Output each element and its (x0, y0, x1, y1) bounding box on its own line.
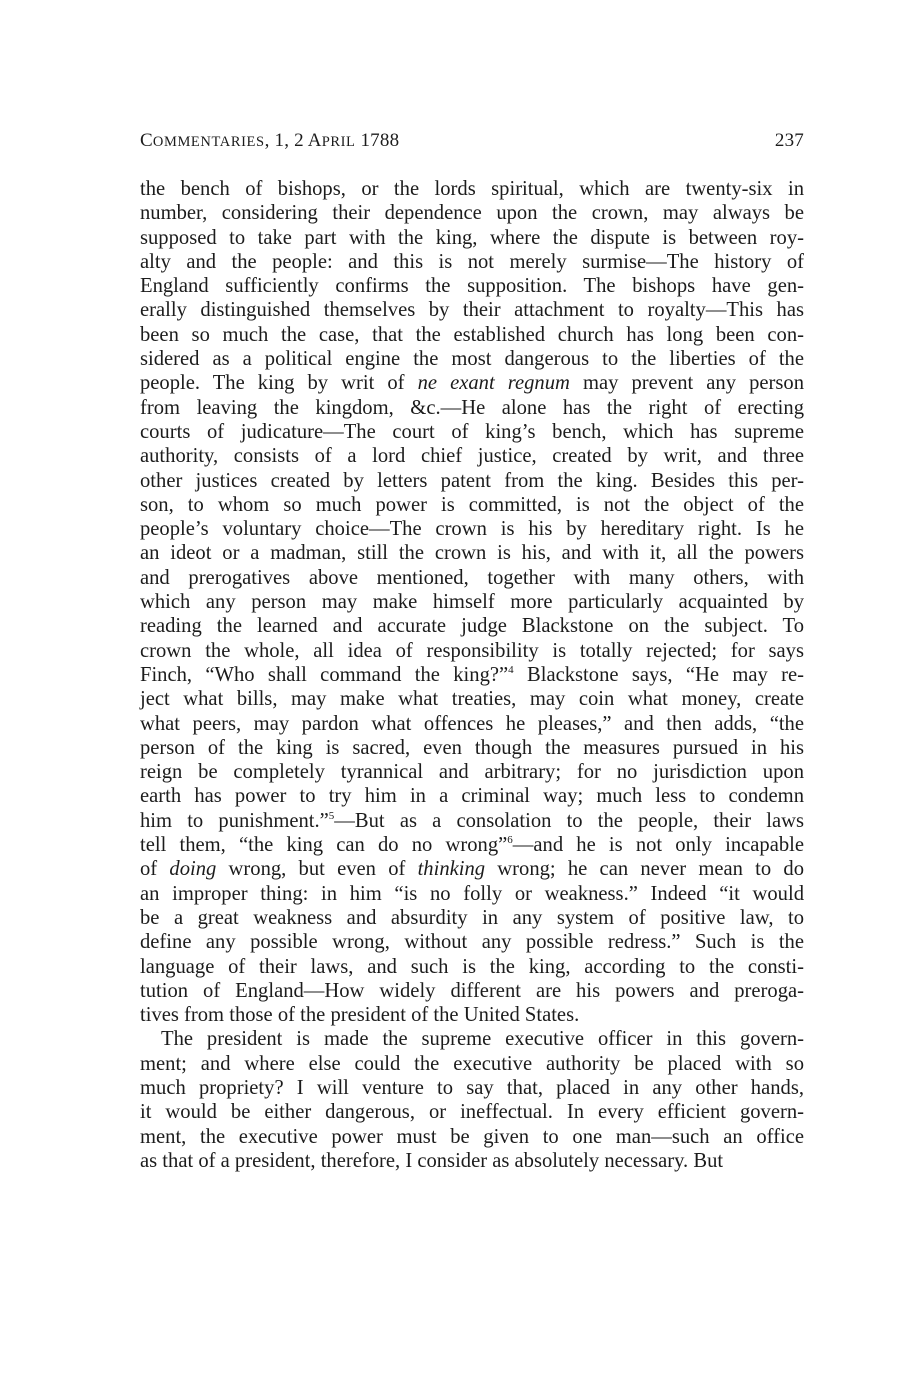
text-run: —and he is not only incapable (512, 834, 804, 857)
text-line (140, 736, 804, 760)
text-line (140, 420, 804, 444)
text-run: people. The king by writ of (140, 372, 418, 395)
text-line (140, 396, 804, 420)
text-run: wrong, but even of (216, 858, 418, 881)
italic-text: doing (169, 858, 217, 881)
text-run: England sufficiently confirms the supposition. The bishops have gen- (140, 275, 804, 298)
text-run: crown the whole, all idea of responsibility is totally rejected; for says (140, 639, 804, 662)
running-title-text: , 1, 2 (264, 130, 308, 151)
footnote-reference: 4 (508, 664, 514, 677)
text-run: language of their laws, and such is the king, according to the consti- (140, 955, 804, 978)
text-line (140, 1076, 804, 1100)
text-line (140, 250, 804, 274)
text-run: be a great weakness and absurdity in any system of positive law, to (140, 906, 804, 929)
text-line (140, 1052, 804, 1076)
text-run: ment; and where else could the executive authority be placed with so (140, 1052, 804, 1075)
text-run: authority, consists of a lord chief justice, created by writ, and three (140, 445, 804, 468)
text-line (140, 226, 804, 250)
running-title-smallcaps: PRIL (321, 134, 356, 150)
text-line (140, 201, 804, 225)
text-run: and prerogatives above mentioned, together with many others, with (140, 566, 804, 589)
text-run: it would be either dangerous, or ineffectual. In every efficient govern- (140, 1101, 804, 1124)
text-line (140, 639, 804, 663)
text-run: person of the king is sacred, even though the measures pursued in his (140, 736, 804, 759)
body-text (140, 177, 804, 1173)
text-run: Finch, “Who shall command the king?” (140, 663, 509, 686)
paragraph (140, 1027, 804, 1173)
text-run: him to punishment.” (140, 809, 329, 832)
running-title-text: 1788 (355, 130, 400, 151)
text-run: Blackstone says, “He may re- (513, 663, 804, 686)
text-line (140, 371, 804, 395)
text-run: earth has power to try him in a criminal way; much less to condemn (140, 785, 804, 808)
running-head (140, 128, 804, 154)
text-line (140, 493, 804, 517)
text-line (140, 663, 804, 687)
text-line (140, 274, 804, 298)
italic-text: thinking (417, 858, 486, 881)
running-title-cap: C (140, 130, 153, 151)
text-run: been so much the case, that the established church has long been con- (140, 323, 804, 346)
text-run: erally distinguished themselves by their attachment to royalty—This has (140, 299, 804, 322)
footnote-reference: 5 (328, 809, 335, 822)
text-run: sidered as a political engine the most dangerous to the liberties of the (140, 348, 804, 371)
text-line (140, 1149, 804, 1173)
italic-text: ne exant regnum (417, 372, 570, 395)
text-line (140, 517, 804, 541)
text-run: much propriety? I will venture to say that, placed in any other hands, (140, 1076, 804, 1099)
text-run: what peers, may pardon what offences he pleases,” and then adds, “the (140, 712, 804, 735)
text-line (140, 590, 804, 614)
text-run: tution of England—How widely different are his powers and preroga- (140, 979, 804, 1002)
running-title (140, 128, 399, 155)
text-line (140, 1100, 804, 1124)
text-line (140, 882, 804, 906)
text-run: reign be completely tyrannical and arbitrary; for no jurisdiction upon (140, 761, 804, 784)
text-run: tell them, “the king can do no wrong” (140, 834, 508, 857)
text-run: people’s voluntary choice—The crown is his by hereditary right. Is he (140, 518, 804, 541)
text-run: an ideot or a madman, still the crown is his, and with it, all the powers (140, 542, 804, 565)
text-run: number, considering their dependence upon the crown, may always be (140, 202, 804, 225)
text-run: of (140, 858, 170, 881)
text-line (140, 712, 804, 736)
text-line (140, 687, 804, 711)
text-run: define any possible wrong, without any possible redress.” Such is the (140, 931, 804, 954)
text-line (140, 955, 804, 979)
text-line (140, 1027, 804, 1051)
text-run: —But as a consolation to the people, their laws (334, 809, 804, 832)
text-run: which any person may make himself more particularly acquainted by (140, 591, 804, 614)
paragraph (140, 177, 804, 1027)
text-run: reading the learned and accurate judge Blackstone on the subject. To (140, 615, 804, 638)
text-run: tives from those of the president of the United States. (140, 1004, 580, 1027)
text-line (140, 930, 804, 954)
text-line (140, 298, 804, 322)
footnote-reference: 6 (507, 834, 513, 847)
text-line (140, 347, 804, 371)
text-line (140, 784, 804, 808)
text-line (140, 1003, 804, 1027)
text-run: other justices created by letters patent from the king. Besides this per- (140, 469, 804, 492)
text-line (140, 979, 804, 1003)
running-title-smallcaps: OMMENTARIES (152, 134, 265, 150)
text-line (140, 809, 804, 833)
text-run: as that of a president, therefore, I consider as absolutely necessary. But (140, 1149, 724, 1172)
text-line (140, 614, 804, 638)
text-line (140, 177, 804, 201)
text-line (140, 566, 804, 590)
text-line (140, 760, 804, 784)
text-run: from leaving the kingdom, &c.—He alone has the right of erecting (140, 396, 804, 419)
text-run: alty and the people: and this is not merely surmise—The history of (140, 250, 804, 273)
text-line (140, 469, 804, 493)
text-line (140, 1125, 804, 1149)
text-line (140, 906, 804, 930)
text-run: ment, the executive power must be given to one man—such an office (140, 1125, 804, 1148)
text-line (140, 833, 804, 857)
text-run: son, to whom so much power is committed, is not the object of the (140, 493, 804, 516)
book-page (140, 0, 804, 1380)
text-run: The president is made the supreme executive officer in this govern- (161, 1028, 804, 1051)
text-line (140, 541, 804, 565)
text-run: ject what bills, may make what treaties, may coin what money, create (140, 688, 804, 711)
text-run: the bench of bishops, or the lords spiritual, which are twenty-six in (140, 178, 804, 200)
text-run: supposed to take part with the king, where the dispute is between roy- (140, 226, 804, 249)
text-line (140, 323, 804, 347)
page-number: 237 (774, 130, 804, 151)
text-line (140, 444, 804, 468)
text-run: wrong; he can never mean to do (485, 858, 804, 881)
text-run: courts of judicature—The court of king’s bench, which has supreme (140, 420, 804, 443)
text-run: may prevent any person (569, 372, 804, 395)
running-title-cap: A (307, 130, 322, 151)
text-run: an improper thing: in him “is no folly or weakness.” Indeed “it would (140, 882, 804, 905)
text-line (140, 857, 804, 881)
